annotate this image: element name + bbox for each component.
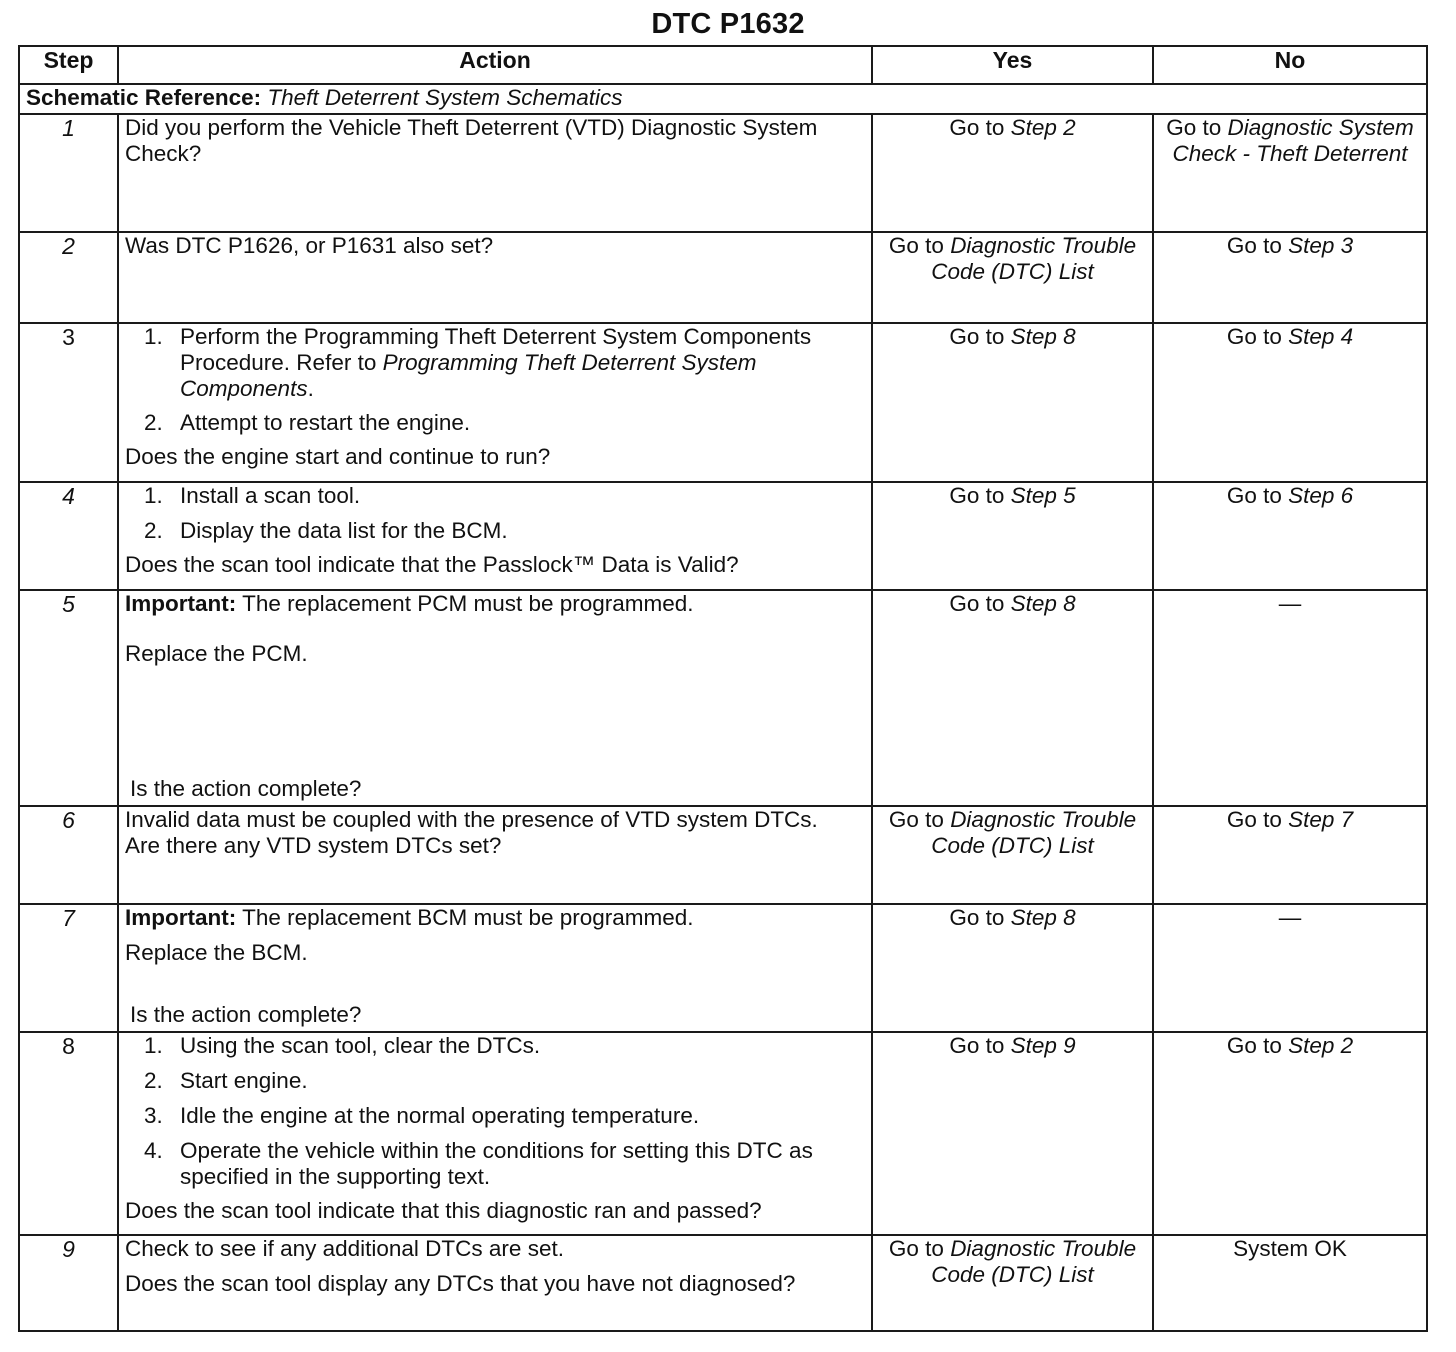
table-row-step-8 [19, 1032, 1427, 1235]
goto-text: Go to [1226, 233, 1282, 258]
question-text: Is the action complete? [130, 776, 362, 801]
no-cell [1153, 114, 1427, 232]
no-cell [1153, 904, 1427, 1032]
dtc-table [18, 45, 1428, 1332]
header-action: Action [118, 46, 872, 84]
important-note [125, 591, 865, 617]
step-number: 3 [19, 323, 118, 482]
question-text: Does the scan tool indicate that the Passlock™ Data is Valid? [125, 552, 739, 577]
action-text: Invalid data must be coupled with the presence of VTD system DTCs. [125, 807, 818, 832]
table-row-step-1 [19, 114, 1427, 232]
yes-cell [872, 590, 1153, 806]
yes-link[interactable]: Diagnostic Trouble Code (DTC) List [931, 807, 1137, 858]
no-link[interactable]: Step 6 [1288, 483, 1354, 508]
list-text: Perform the Programming Theft Deterrent System Components Procedure. Refer to Programming Theft Deterrent System Components. [180, 324, 812, 401]
action-text: Was DTC P1626, or P1631 also set? [125, 233, 494, 258]
action-cell [118, 904, 872, 1032]
action-cell [118, 232, 872, 323]
step-number: 7 [19, 904, 118, 1032]
list-text-part: Perform the Programming Theft Deterrent System Components Procedure. Refer to [180, 324, 812, 375]
yes-link[interactable]: Diagnostic Trouble Code (DTC) List [931, 233, 1137, 284]
page-title: DTC P1632 [651, 8, 805, 40]
goto-text: Go to [949, 905, 1005, 930]
important-text: The replacement PCM must be programmed. [242, 591, 694, 616]
yes-link[interactable]: Step 8 [1010, 324, 1076, 349]
list-number: 4. [144, 1138, 163, 1163]
list-text: Idle the engine at the normal operating temperature. [180, 1103, 700, 1128]
important-note [125, 905, 865, 931]
action-text: Replace the BCM. [125, 940, 308, 965]
list-text: Start engine. [180, 1068, 308, 1093]
table-row-step-2 [19, 232, 1427, 323]
list-item [125, 483, 865, 509]
yes-link[interactable]: Step 2 [1010, 115, 1076, 140]
schematic-link[interactable]: Theft Deterrent System Schematics [267, 85, 623, 110]
yes-cell [872, 323, 1153, 482]
header-no: No [1153, 46, 1427, 84]
no-link[interactable]: Diagnostic System Check - Theft Deterrent [1172, 115, 1414, 166]
table-row-step-7 [19, 904, 1427, 1032]
list-number: 2. [144, 410, 163, 435]
no-cell [1153, 482, 1427, 590]
action-cell [118, 1235, 872, 1331]
goto-text: Go to [1226, 324, 1282, 349]
yes-cell [872, 1032, 1153, 1235]
list-number: 1. [144, 483, 163, 508]
goto-text: Go to [949, 591, 1005, 616]
list-text: Install a scan tool. [180, 483, 361, 508]
list-number: 2. [144, 1068, 163, 1093]
no-dash: — [1278, 591, 1302, 616]
list-number: 3. [144, 1103, 163, 1128]
table-row-step-6 [19, 806, 1427, 904]
table-row-step-9 [19, 1235, 1427, 1331]
no-link[interactable]: Step 3 [1288, 233, 1354, 258]
question-text: Are there any VTD system DTCs set? [125, 833, 502, 858]
schematic-label: Schematic Reference: [26, 85, 262, 110]
list-item [125, 1033, 865, 1059]
goto-text: Go to [1166, 115, 1222, 140]
action-cell [118, 114, 872, 232]
list-text: Operate the vehicle within the conditions for setting this DTC as specified in the supporting text. [180, 1138, 813, 1189]
step-number: 1 [19, 114, 118, 232]
step-number: 2 [19, 232, 118, 323]
yes-link[interactable]: Diagnostic Trouble Code (DTC) List [931, 1236, 1137, 1287]
schematic-reference [19, 84, 1427, 114]
step-number: 9 [19, 1235, 118, 1331]
list-number: 1. [144, 324, 163, 349]
action-cell [118, 1032, 872, 1235]
yes-link[interactable]: Step 8 [1010, 905, 1076, 930]
list-number: 2. [144, 518, 163, 543]
yes-cell [872, 482, 1153, 590]
yes-cell [872, 904, 1153, 1032]
table-row-step-3 [19, 323, 1427, 482]
step-number: 4 [19, 482, 118, 590]
list-item [125, 324, 865, 402]
goto-text: Go to [1226, 1033, 1282, 1058]
action-cell [118, 482, 872, 590]
no-cell [1153, 1235, 1427, 1331]
step-number: 8 [19, 1032, 118, 1235]
no-cell [1153, 232, 1427, 323]
list-item [125, 1103, 865, 1129]
list-item [125, 1068, 865, 1094]
action-text: Check to see if any additional DTCs are set. [125, 1236, 564, 1261]
goto-text: Go to [1226, 807, 1282, 832]
list-item [125, 1138, 865, 1190]
no-cell [1153, 590, 1427, 806]
goto-text: Go to [888, 233, 944, 258]
table-row-step-4 [19, 482, 1427, 590]
yes-cell [872, 114, 1153, 232]
list-text: Attempt to restart the engine. [180, 410, 471, 435]
no-cell [1153, 1032, 1427, 1235]
important-text: The replacement BCM must be programmed. [242, 905, 694, 930]
list-number: 1. [144, 1033, 163, 1058]
yes-cell [872, 806, 1153, 904]
schematic-row [19, 84, 1427, 114]
list-item [125, 410, 865, 436]
no-cell [1153, 323, 1427, 482]
action-cell [118, 590, 872, 806]
yes-link[interactable]: Step 8 [1010, 591, 1076, 616]
action-cell [118, 323, 872, 482]
goto-text: Go to [888, 807, 944, 832]
header-yes: Yes [872, 46, 1153, 84]
yes-link[interactable]: Step 9 [1010, 1033, 1076, 1058]
question-text: Does the engine start and continue to run? [125, 444, 551, 469]
no-link[interactable]: Step 7 [1288, 807, 1354, 832]
goto-text: Go to [888, 1236, 944, 1261]
goto-text: Go to [949, 115, 1005, 140]
no-cell [1153, 806, 1427, 904]
list-text: Using the scan tool, clear the DTCs. [180, 1033, 541, 1058]
question-text: Is the action complete? [130, 1002, 362, 1027]
important-label: Important: [125, 591, 237, 616]
result-text: System OK [1233, 1236, 1347, 1261]
no-link[interactable]: Step 2 [1288, 1033, 1354, 1058]
yes-cell [872, 1235, 1153, 1331]
action-cell [118, 806, 872, 904]
list-item [125, 518, 865, 544]
yes-link[interactable]: Step 5 [1010, 483, 1076, 508]
goto-text: Go to [949, 324, 1005, 349]
no-dash: — [1278, 905, 1302, 930]
goto-text: Go to [1226, 483, 1282, 508]
no-link[interactable]: Step 4 [1288, 324, 1354, 349]
table-row-step-5 [19, 590, 1427, 806]
question-text: Does the scan tool display any DTCs that you have not diagnosed? [125, 1271, 796, 1296]
list-text: Display the data list for the BCM. [180, 518, 508, 543]
important-label: Important: [125, 905, 237, 930]
header-step: Step [19, 46, 118, 84]
action-text: Did you perform the Vehicle Theft Deterrent (VTD) Diagnostic System Check? [125, 115, 818, 166]
goto-text: Go to [949, 483, 1005, 508]
header-row [19, 46, 1427, 84]
question-text: Does the scan tool indicate that this diagnostic ran and passed? [125, 1198, 762, 1223]
yes-cell [872, 232, 1153, 323]
step-number: 6 [19, 806, 118, 904]
goto-text: Go to [949, 1033, 1005, 1058]
action-text: Replace the PCM. [125, 641, 308, 666]
step-number: 5 [19, 590, 118, 806]
procedure-link[interactable]: Programming Theft Deterrent System Components [180, 350, 757, 401]
